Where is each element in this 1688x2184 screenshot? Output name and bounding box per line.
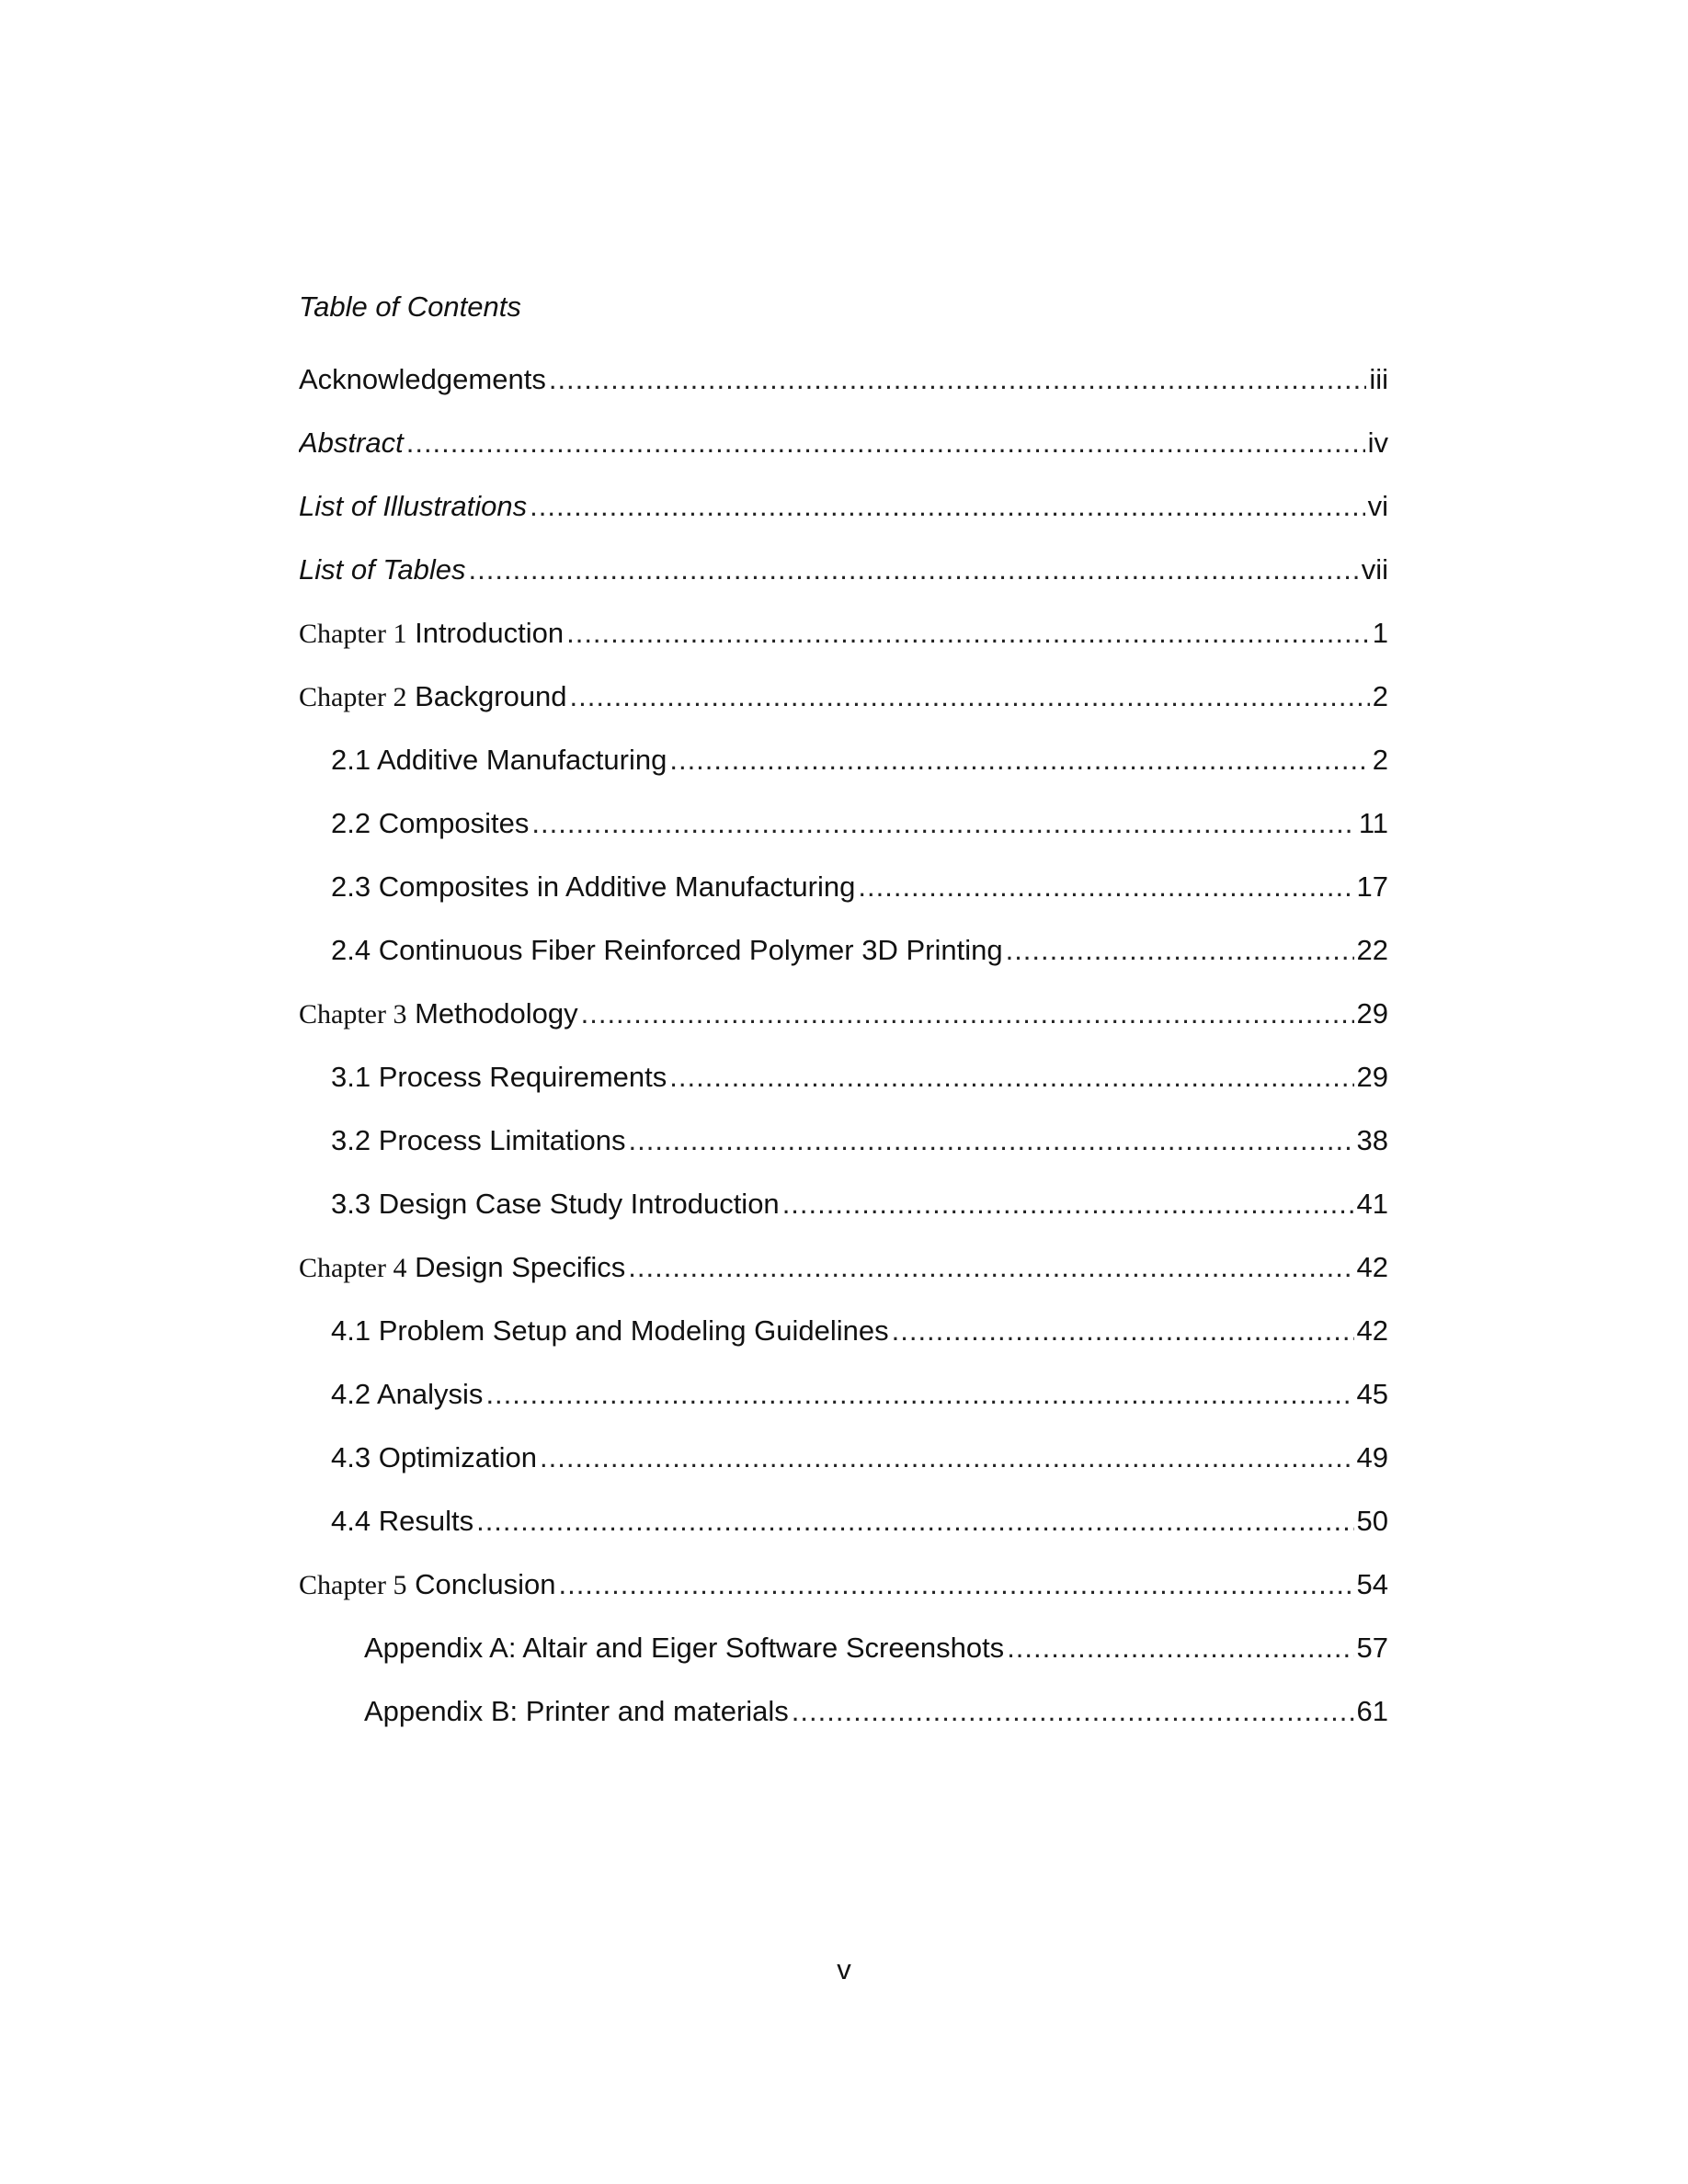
entry-page-number: 29 bbox=[1356, 1061, 1388, 1093]
toc-entry[interactable] bbox=[299, 488, 1388, 552]
chapter-prefix: Chapter 1 bbox=[299, 619, 407, 649]
entry-label: Appendix B: Printer and materials bbox=[364, 1695, 789, 1727]
toc-entry[interactable] bbox=[299, 1503, 1388, 1566]
chapter-prefix: Chapter 4 bbox=[299, 1253, 407, 1283]
toc-entry[interactable] bbox=[299, 1186, 1388, 1249]
entry-page-number: vi bbox=[1367, 490, 1388, 522]
entry-page-number: 29 bbox=[1356, 997, 1388, 1029]
entry-page-number: 54 bbox=[1356, 1568, 1388, 1600]
toc-entry[interactable] bbox=[299, 1693, 1388, 1757]
toc-entry[interactable] bbox=[299, 1122, 1388, 1186]
dot-leader bbox=[485, 1376, 1353, 1413]
entry-page-number: 2 bbox=[1372, 744, 1388, 776]
entry-page-number: 41 bbox=[1356, 1188, 1388, 1220]
toc-entry[interactable] bbox=[299, 1313, 1388, 1376]
dot-leader bbox=[892, 1313, 1354, 1349]
chapter-prefix: Chapter 3 bbox=[299, 999, 407, 1029]
dot-leader bbox=[549, 361, 1367, 398]
toc-entry[interactable] bbox=[299, 932, 1388, 995]
entry-page-number: 42 bbox=[1356, 1314, 1388, 1347]
toc-entry-title bbox=[299, 678, 567, 716]
chapter-prefix: Chapter 5 bbox=[299, 1570, 407, 1600]
entry-page-number: 45 bbox=[1356, 1378, 1388, 1410]
toc-entry-title bbox=[331, 805, 529, 842]
toc-entry-title bbox=[299, 615, 564, 653]
entry-label: Appendix A: Altair and Eiger Software Screenshots bbox=[364, 1632, 1005, 1664]
toc-entry-title bbox=[331, 1439, 537, 1476]
toc-entry-title bbox=[331, 1503, 473, 1540]
toc-entry-title bbox=[299, 1566, 555, 1604]
dot-leader bbox=[669, 1059, 1353, 1096]
entry-label: List of Illustrations bbox=[299, 490, 528, 522]
entry-label: 2.2 Composites bbox=[331, 807, 530, 839]
toc-entry-title bbox=[331, 1376, 483, 1413]
toc-entry[interactable] bbox=[299, 361, 1388, 425]
toc-entry-title bbox=[364, 1693, 789, 1730]
entry-label: 2.4 Continuous Fiber Reinforced Polymer 3D Printing bbox=[331, 934, 1003, 966]
toc-entry[interactable] bbox=[299, 425, 1388, 488]
entry-page-number: vii bbox=[1361, 553, 1388, 586]
toc-entry[interactable] bbox=[299, 615, 1388, 678]
dot-leader bbox=[530, 488, 1365, 525]
toc-entry-title bbox=[331, 932, 1003, 969]
toc-entry-title bbox=[299, 488, 527, 525]
toc-entry[interactable] bbox=[299, 869, 1388, 932]
entry-page-number: 22 bbox=[1356, 934, 1388, 966]
toc-entry[interactable] bbox=[299, 1376, 1388, 1439]
entry-label: 3.2 Process Limitations bbox=[331, 1124, 626, 1156]
entry-page-number: iii bbox=[1369, 363, 1388, 395]
entry-page-number: 2 bbox=[1372, 680, 1388, 712]
entry-page-number: 11 bbox=[1358, 807, 1388, 839]
entry-label: Background bbox=[415, 680, 567, 712]
entry-page-number: 17 bbox=[1356, 870, 1388, 903]
entry-page-number: 38 bbox=[1356, 1124, 1388, 1156]
chapter-prefix: Chapter 2 bbox=[299, 682, 407, 712]
entry-label: 3.3 Design Case Study Introduction bbox=[331, 1188, 780, 1220]
entry-label: 4.4 Results bbox=[331, 1505, 474, 1537]
dot-leader bbox=[406, 425, 1365, 461]
toc-entry[interactable] bbox=[299, 1059, 1388, 1122]
toc-entry-title bbox=[299, 552, 466, 588]
dot-leader bbox=[1007, 1630, 1353, 1666]
toc-entry-title bbox=[331, 1186, 780, 1223]
dot-leader bbox=[469, 552, 1359, 588]
entry-label: Methodology bbox=[415, 997, 578, 1029]
entry-page-number: 49 bbox=[1356, 1441, 1388, 1473]
toc-entry[interactable] bbox=[299, 742, 1388, 805]
page-number: v bbox=[837, 1953, 851, 1985]
dot-leader bbox=[558, 1566, 1353, 1603]
entry-page-number: 1 bbox=[1372, 617, 1388, 649]
toc-entry[interactable] bbox=[299, 805, 1388, 869]
entry-label: Conclusion bbox=[415, 1568, 556, 1600]
entry-label: 4.1 Problem Setup and Modeling Guidelines bbox=[331, 1314, 889, 1347]
toc-entry-title bbox=[331, 869, 855, 905]
entry-page-number: 42 bbox=[1356, 1251, 1388, 1283]
entry-label: Abstract bbox=[299, 427, 404, 459]
entry-page-number: iv bbox=[1367, 427, 1388, 459]
toc-entry-title bbox=[364, 1630, 1004, 1666]
entry-label: 4.3 Optimization bbox=[331, 1441, 537, 1473]
dot-leader bbox=[628, 1122, 1353, 1159]
toc-entry[interactable] bbox=[299, 678, 1388, 742]
dot-leader bbox=[782, 1186, 1354, 1223]
entry-page-number: 61 bbox=[1356, 1695, 1388, 1727]
entry-label: Acknowledgements bbox=[299, 363, 546, 395]
dot-leader bbox=[669, 742, 1369, 779]
entry-label: 2.3 Composites in Additive Manufacturing bbox=[331, 870, 856, 903]
toc-list bbox=[299, 361, 1388, 1757]
dot-leader bbox=[540, 1439, 1354, 1476]
entry-label: Design Specifics bbox=[415, 1251, 626, 1283]
toc-entry[interactable] bbox=[299, 1439, 1388, 1503]
toc-entry-title bbox=[299, 361, 546, 398]
dot-leader bbox=[858, 869, 1353, 905]
dot-leader bbox=[570, 678, 1370, 715]
dot-leader bbox=[792, 1693, 1354, 1730]
toc-entry[interactable] bbox=[299, 995, 1388, 1059]
dot-leader bbox=[628, 1249, 1353, 1286]
toc-entry-title bbox=[331, 1059, 667, 1096]
toc-entry-title bbox=[331, 742, 667, 779]
toc-entry[interactable] bbox=[299, 552, 1388, 615]
entry-label: List of Tables bbox=[299, 553, 466, 586]
toc-entry-title bbox=[331, 1313, 889, 1349]
entry-label: 3.1 Process Requirements bbox=[331, 1061, 667, 1093]
toc-entry-title bbox=[299, 425, 404, 461]
dot-leader bbox=[1006, 932, 1354, 969]
toc-entry-title bbox=[299, 1249, 625, 1287]
toc-entry[interactable] bbox=[299, 1249, 1388, 1313]
toc-entry-title bbox=[299, 995, 578, 1033]
entry-label: Introduction bbox=[415, 617, 565, 649]
toc-entry-title bbox=[331, 1122, 625, 1159]
entry-page-number: 57 bbox=[1356, 1632, 1388, 1664]
toc-entry[interactable] bbox=[299, 1630, 1388, 1693]
dot-leader bbox=[581, 995, 1354, 1032]
toc-entry[interactable] bbox=[299, 1566, 1388, 1630]
entry-label: 2.1 Additive Manufacturing bbox=[331, 744, 667, 776]
toc-heading: Table of Contents bbox=[299, 290, 521, 323]
dot-leader bbox=[566, 615, 1370, 652]
dot-leader bbox=[531, 805, 1355, 842]
entry-page-number: 50 bbox=[1356, 1505, 1388, 1537]
entry-label: 4.2 Analysis bbox=[331, 1378, 484, 1410]
dot-leader bbox=[476, 1503, 1353, 1540]
